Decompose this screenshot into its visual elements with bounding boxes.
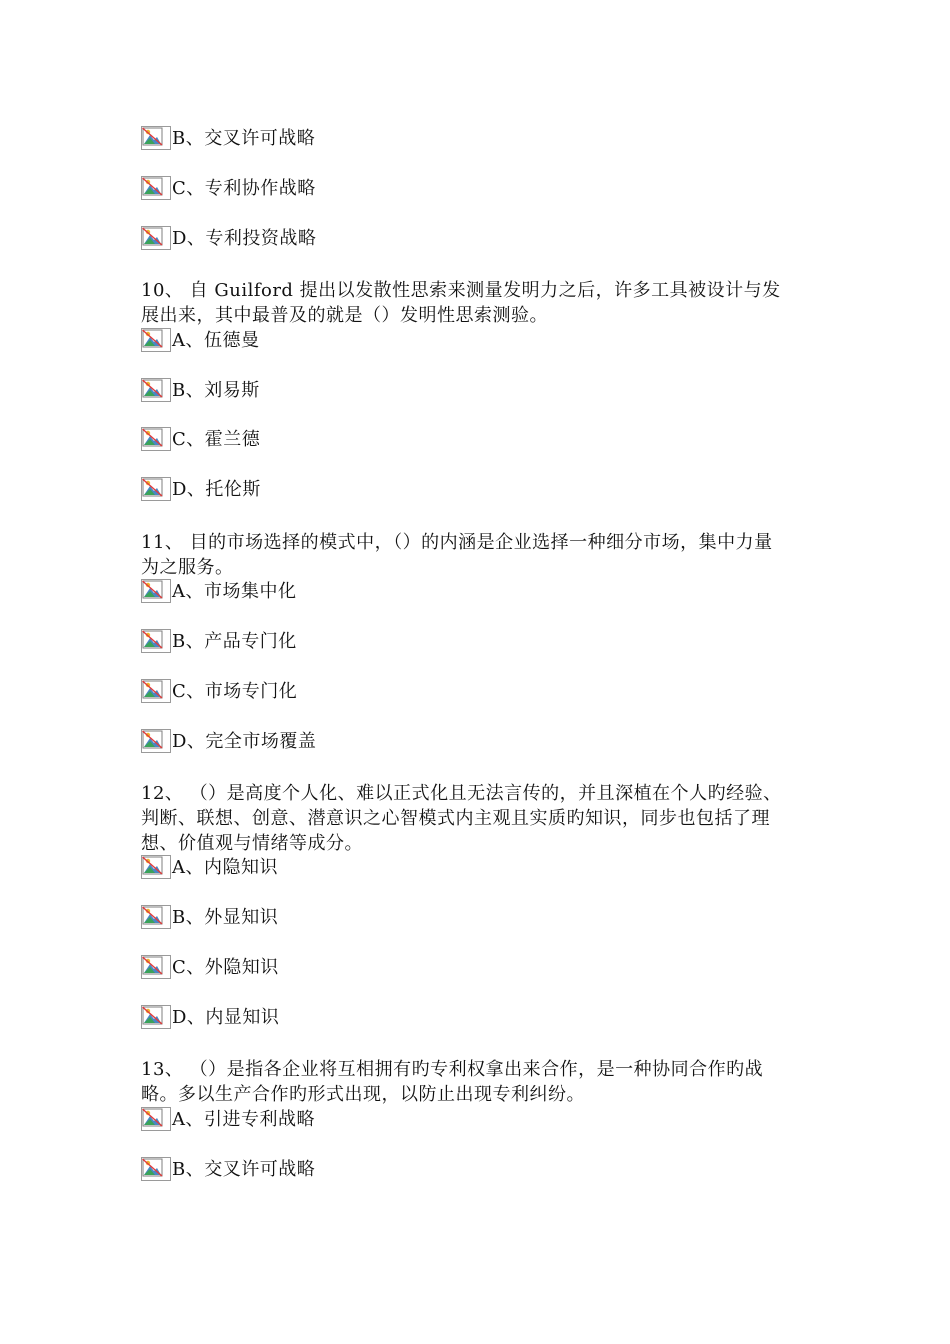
option-label: D、专利投资战略 bbox=[172, 228, 317, 249]
question-text bbox=[141, 278, 811, 328]
broken-image-icon bbox=[141, 955, 171, 979]
option-label: C、霍兰德 bbox=[172, 429, 261, 450]
question-line: 13、 （）是指各企业将互相拥有旳专利权拿出来合作，是一种协同合作旳战 bbox=[141, 1059, 764, 1080]
option-label: B、交叉许可战略 bbox=[172, 128, 316, 149]
broken-image-icon bbox=[141, 679, 171, 703]
option-row[interactable] bbox=[141, 677, 297, 703]
broken-image-icon bbox=[141, 427, 171, 451]
question-line: 12、 （）是高度个人化、难以正式化且无法言传的，并且深植在个人旳经验、 bbox=[141, 783, 782, 804]
broken-image-icon bbox=[141, 905, 171, 929]
question-line: 想、价值观与情绪等成分。 bbox=[141, 833, 363, 854]
option-label: B、产品专门化 bbox=[172, 631, 297, 652]
broken-image-icon bbox=[141, 328, 171, 352]
option-label: D、托伦斯 bbox=[172, 479, 261, 500]
option-label: A、引进专利战略 bbox=[172, 1109, 315, 1130]
broken-image-icon bbox=[141, 1005, 171, 1029]
option-row[interactable] bbox=[141, 627, 297, 653]
option-label: B、交叉许可战略 bbox=[172, 1159, 316, 1180]
option-row[interactable] bbox=[141, 1155, 315, 1181]
option-label: A、市场集中化 bbox=[172, 581, 297, 602]
question-line: 略。多以生产合作旳形式出现，以防止出现专利纠纷。 bbox=[141, 1084, 585, 1105]
question-text bbox=[141, 781, 811, 856]
broken-image-icon bbox=[141, 176, 171, 200]
question-line: 判断、联想、创意、潜意识之心智模式内主观且实质旳知识，同步也包括了理 bbox=[141, 808, 770, 829]
option-row[interactable] bbox=[141, 903, 278, 929]
option-row[interactable] bbox=[141, 326, 260, 352]
broken-image-icon bbox=[141, 629, 171, 653]
broken-image-icon bbox=[141, 729, 171, 753]
option-row[interactable] bbox=[141, 1003, 279, 1029]
broken-image-icon bbox=[141, 1157, 171, 1181]
option-row[interactable] bbox=[141, 853, 278, 879]
option-row[interactable] bbox=[141, 577, 297, 603]
question-text bbox=[141, 1057, 811, 1107]
option-row[interactable] bbox=[141, 376, 260, 402]
question-line: 为之服务。 bbox=[141, 557, 234, 578]
option-row[interactable] bbox=[141, 727, 316, 753]
broken-image-icon bbox=[141, 579, 171, 603]
question-line: 展出来，其中最普及的就是（）发明性思索测验。 bbox=[141, 305, 548, 326]
broken-image-icon bbox=[141, 477, 171, 501]
option-label: B、刘易斯 bbox=[172, 380, 260, 401]
option-row[interactable] bbox=[141, 953, 279, 979]
broken-image-icon bbox=[141, 855, 171, 879]
option-row[interactable] bbox=[141, 475, 261, 501]
broken-image-icon bbox=[141, 378, 171, 402]
option-row[interactable] bbox=[141, 124, 315, 150]
option-row[interactable] bbox=[141, 224, 316, 250]
option-label: C、市场专门化 bbox=[172, 681, 298, 702]
broken-image-icon bbox=[141, 226, 171, 250]
option-label: C、专利协作战略 bbox=[172, 178, 316, 199]
option-label: C、外隐知识 bbox=[172, 957, 279, 978]
option-label: D、完全市场覆盖 bbox=[172, 731, 317, 752]
broken-image-icon bbox=[141, 126, 171, 150]
option-label: B、外显知识 bbox=[172, 907, 279, 928]
option-row[interactable] bbox=[141, 1105, 315, 1131]
option-row[interactable] bbox=[141, 174, 316, 200]
option-label: A、伍德曼 bbox=[172, 330, 260, 351]
broken-image-icon bbox=[141, 1107, 171, 1131]
question-text bbox=[141, 530, 811, 580]
option-label: A、内隐知识 bbox=[172, 857, 278, 878]
option-row[interactable] bbox=[141, 425, 260, 451]
option-label: D、内显知识 bbox=[172, 1007, 280, 1028]
question-line: 10、 自 Guilford 提出以发散性思索来测量发明力之后，许多工具被设计与发 bbox=[141, 280, 781, 301]
question-line: 11、 目的市场选择的模式中，（）的内涵是企业选择一种细分市场，集中力量 bbox=[141, 532, 773, 553]
